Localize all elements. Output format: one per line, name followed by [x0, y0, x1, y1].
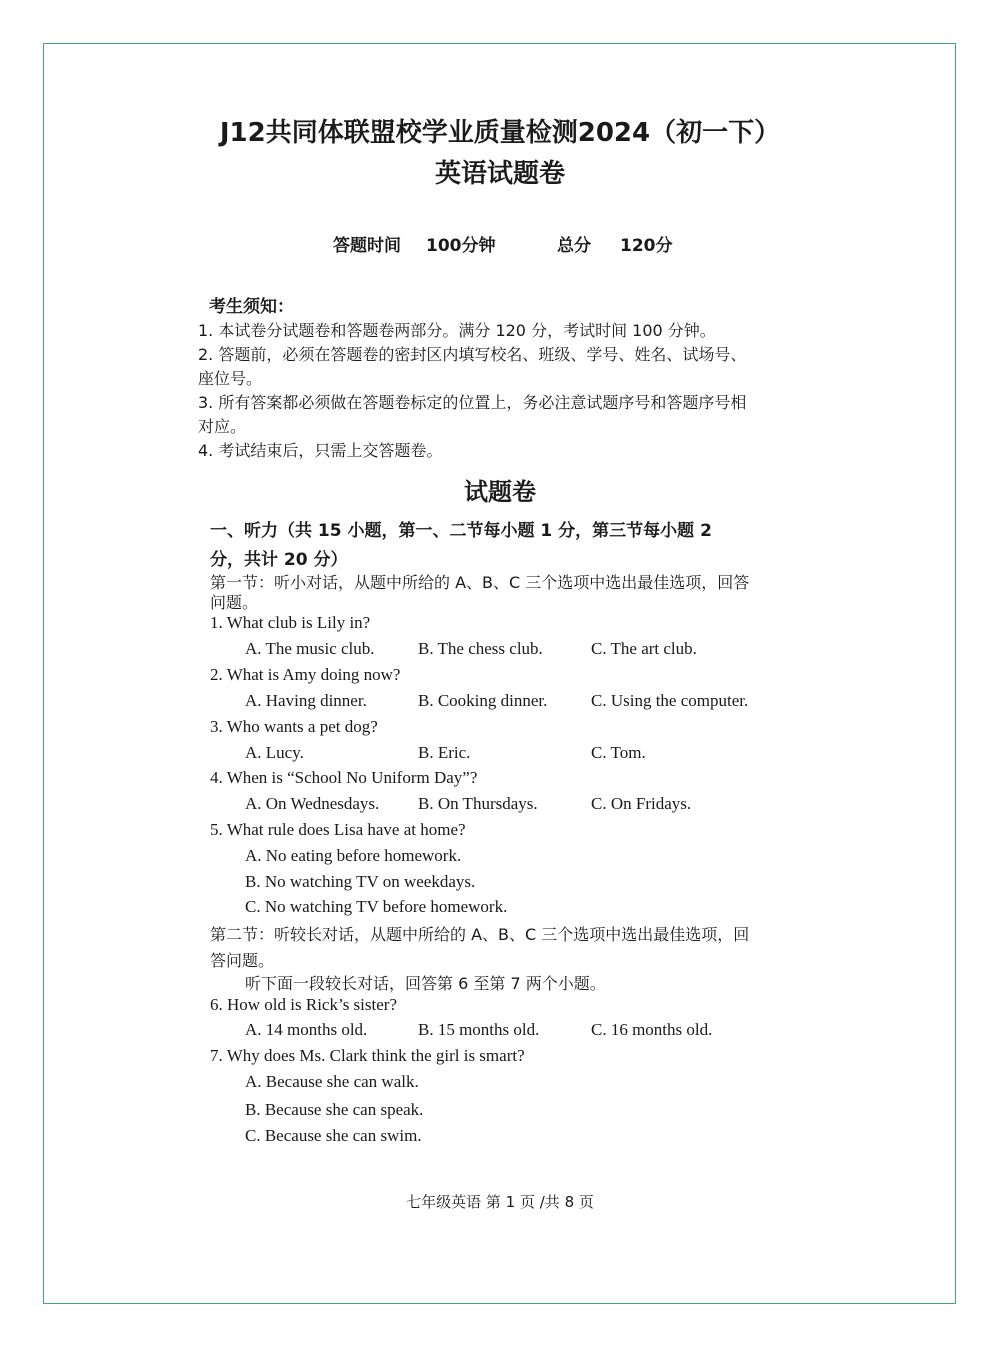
question-6: 6. How old is Rick’s sister? [210, 995, 397, 1014]
notice-line: 座位号。 [198, 369, 263, 388]
section-title: 试题卷 [464, 478, 536, 506]
q6-option-b: B. 15 months old. [418, 1020, 540, 1039]
q6-option-a: A. 14 months old. [245, 1020, 368, 1039]
page-border [43, 43, 956, 1304]
sec1-instruction-cont: 问题。 [210, 593, 259, 612]
q1-option-b: B. The chess club. [418, 639, 543, 658]
score-value: 120分 [620, 236, 673, 256]
sec2-instruction-cont: 答问题。 [210, 951, 275, 970]
notice-line: 对应。 [198, 417, 247, 436]
question-5: 5. What rule does Lisa have at home? [210, 820, 466, 839]
notice-line: 4. 考试结束后，只需上交答题卷。 [198, 441, 443, 460]
question-4: 4. When is “School No Uniform Day”? [210, 768, 478, 787]
sec1-instruction: 第一节：听小对话，从题中所给的 A、B、C 三个选项中选出最佳选项，回答 [210, 573, 750, 592]
notice-line: 2. 答题前，必须在答题卷的密封区内填写校名、班级、学号、姓名、试场号、 [198, 345, 747, 364]
page-footer: 七年级英语 第 1 页 /共 8 页 [406, 1193, 594, 1211]
q5-option-b: B. No watching TV on weekdays. [245, 872, 476, 891]
q5-option-a: A. No eating before homework. [245, 846, 462, 865]
part1-heading-cont: 分，共计 20 分） [210, 550, 348, 570]
q7-option-c: C. Because she can swim. [245, 1126, 422, 1145]
exam-title: J12共同体联盟校学业质量检测2024（初一下） [219, 118, 781, 148]
q2-option-b: B. Cooking dinner. [418, 691, 548, 710]
notice-heading: 考生须知： [209, 297, 294, 317]
q4-option-a: A. On Wednesdays. [245, 794, 380, 813]
q3-option-c: C. Tom. [591, 743, 646, 762]
q4-option-c: C. On Fridays. [591, 794, 692, 813]
part1-heading: 一、听力（共 15 小题，第一、二节每小题 1 分，第三节每小题 2 [210, 521, 712, 541]
score-label: 总分 [557, 236, 591, 256]
notice-line: 1. 本试卷分试题卷和答题卷两部分。满分 120 分，考试时间 100 分钟。 [198, 321, 716, 340]
sec2-sub-instruction: 听下面一段较长对话，回答第 6 至第 7 两个小题。 [245, 974, 606, 993]
q4-option-b: B. On Thursdays. [418, 794, 538, 813]
notice-line: 3. 所有答案都必须做在答题卷标定的位置上，务必注意试题序号和答题序号相 [198, 393, 747, 412]
q1-option-a: A. The music club. [245, 639, 375, 658]
q1-option-c: C. The art club. [591, 639, 697, 658]
question-7: 7. Why does Ms. Clark think the girl is smart? [210, 1046, 525, 1065]
question-1: 1. What club is Lily in? [210, 613, 371, 632]
question-3: 3. Who wants a pet dog? [210, 717, 378, 736]
q6-option-c: C. 16 months old. [591, 1020, 713, 1039]
q2-option-a: A. Having dinner. [245, 691, 367, 710]
q5-option-c: C. No watching TV before homework. [245, 897, 508, 916]
q3-option-b: B. Eric. [418, 743, 471, 762]
time-label: 答题时间 [333, 236, 401, 256]
question-2: 2. What is Amy doing now? [210, 665, 401, 684]
q7-option-a: A. Because she can walk. [245, 1072, 419, 1091]
sec2-instruction: 第二节：听较长对话，从题中所给的 A、B、C 三个选项中选出最佳选项，回 [210, 925, 750, 944]
q7-option-b: B. Because she can speak. [245, 1100, 424, 1119]
time-value: 100分钟 [426, 236, 496, 256]
q3-option-a: A. Lucy. [245, 743, 304, 762]
q2-option-c: C. Using the computer. [591, 691, 749, 710]
exam-subtitle: 英语试题卷 [434, 159, 565, 189]
